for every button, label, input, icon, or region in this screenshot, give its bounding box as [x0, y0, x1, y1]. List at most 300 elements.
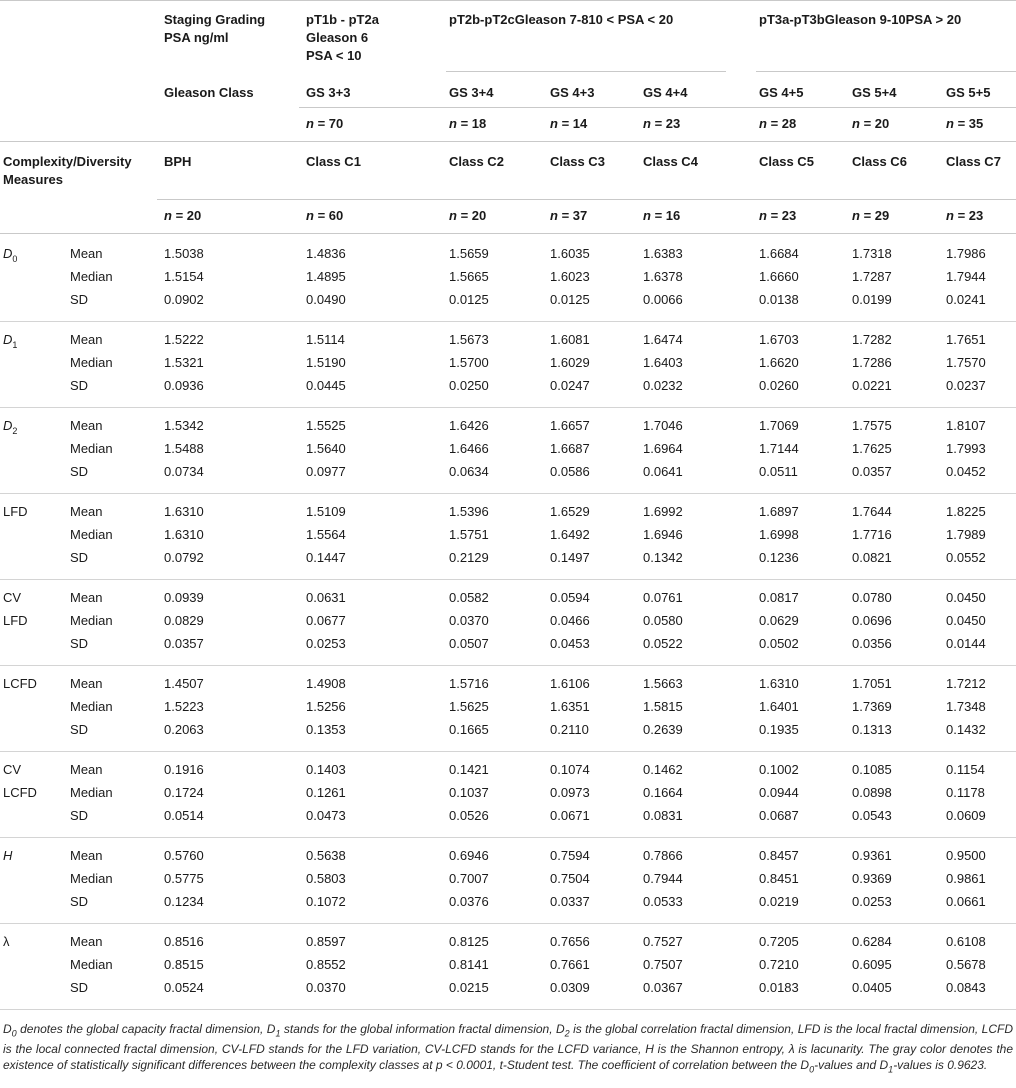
measures-label: Complexity/Diversity Measures [3, 154, 132, 187]
stat-label: SD [70, 980, 89, 995]
data-cell: 0.8125 [449, 934, 489, 949]
gs-cell: GS 5+4 [852, 85, 897, 100]
data-cell: 0.1664 [643, 785, 683, 800]
data-cell: 0.0215 [449, 980, 489, 995]
data-cell: 0.0829 [164, 613, 204, 628]
n-cell: n = 35 [946, 116, 984, 131]
data-cell: 0.1234 [164, 894, 204, 909]
data-cell: 0.0357 [852, 464, 892, 479]
data-cell: 1.6466 [449, 441, 489, 456]
data-cell: 0.7210 [759, 957, 799, 972]
data-cell: 0.7944 [643, 871, 683, 886]
data-cell: 0.0253 [852, 894, 892, 909]
measure-label: λ [3, 934, 10, 949]
data-cell: 0.0502 [759, 636, 799, 651]
data-cell: 1.6106 [550, 676, 590, 691]
n-cell: n = 20 [449, 208, 487, 223]
data-cell: 0.0594 [550, 590, 590, 605]
data-cell: 0.0973 [550, 785, 590, 800]
data-cell: 0.0696 [852, 613, 892, 628]
block-separator [0, 751, 1016, 752]
stat-label: Median [70, 871, 113, 886]
data-cell: 0.1432 [946, 722, 986, 737]
class-header-cell: Class C3 [550, 154, 605, 169]
data-cell: 1.4908 [306, 676, 346, 691]
class-header-cell: Class C7 [946, 154, 1001, 169]
data-cell: 0.2639 [643, 722, 683, 737]
data-cell: 0.8552 [306, 957, 346, 972]
data-cell: 0.1403 [306, 762, 346, 777]
data-cell: 0.0473 [306, 808, 346, 823]
block-separator [0, 923, 1016, 924]
data-cell: 1.7986 [946, 246, 986, 261]
data-cell: 0.0453 [550, 636, 590, 651]
stat-label: Median [70, 355, 113, 370]
data-cell: 0.8141 [449, 957, 489, 972]
data-cell: 0.5760 [164, 848, 204, 863]
data-cell: 0.0629 [759, 613, 799, 628]
gs-cell: GS 4+3 [550, 85, 595, 100]
data-cell: 1.6403 [643, 355, 683, 370]
data-cell: 0.0552 [946, 550, 986, 565]
data-cell: 0.0533 [643, 894, 683, 909]
stat-label: Mean [70, 246, 103, 261]
data-cell: 0.7656 [550, 934, 590, 949]
data-cell: 0.0490 [306, 292, 346, 307]
data-cell: 0.1497 [550, 550, 590, 565]
data-cell: 0.1002 [759, 762, 799, 777]
data-cell: 0.9369 [852, 871, 892, 886]
data-cell: 1.6492 [550, 527, 590, 542]
data-cell: 0.0936 [164, 378, 204, 393]
data-cell: 0.1072 [306, 894, 346, 909]
data-cell: 0.0843 [946, 980, 986, 995]
n-cell: n = 14 [550, 116, 588, 131]
data-cell: 0.8515 [164, 957, 204, 972]
data-cell: 1.6310 [759, 676, 799, 691]
data-cell: 0.0687 [759, 808, 799, 823]
data-cell: 1.6684 [759, 246, 799, 261]
stat-label: SD [70, 722, 89, 737]
n-cell: n = 28 [759, 116, 797, 131]
data-cell: 0.0247 [550, 378, 590, 393]
data-cell: 1.7069 [759, 418, 799, 433]
n-cell: n = 23 [946, 208, 984, 223]
data-cell: 1.6401 [759, 699, 799, 714]
data-cell: 0.7007 [449, 871, 489, 886]
data-cell: 1.5525 [306, 418, 346, 433]
data-cell: 1.5109 [306, 504, 346, 519]
block-separator [0, 321, 1016, 322]
data-cell: 0.1261 [306, 785, 346, 800]
data-cell: 0.2129 [449, 550, 489, 565]
data-cell: 0.0631 [306, 590, 346, 605]
block-separator [0, 837, 1016, 838]
data-cell: 0.0677 [306, 613, 346, 628]
data-cell: 1.5396 [449, 504, 489, 519]
data-cell: 0.0543 [852, 808, 892, 823]
data-cell: 1.7282 [852, 332, 892, 347]
block-separator [0, 1009, 1016, 1010]
data-cell: 0.8457 [759, 848, 799, 863]
data-cell: 0.0507 [449, 636, 489, 651]
data-cell: 0.0370 [306, 980, 346, 995]
data-cell: 0.0309 [550, 980, 590, 995]
class-header-cell: Class C2 [449, 154, 504, 169]
data-cell: 0.1916 [164, 762, 204, 777]
data-cell: 1.5659 [449, 246, 489, 261]
data-cell: 1.7716 [852, 527, 892, 542]
stat-label: Mean [70, 418, 103, 433]
block-separator [0, 407, 1016, 408]
data-cell: 0.0634 [449, 464, 489, 479]
data-cell: 1.6378 [643, 269, 683, 284]
data-cell: 1.7212 [946, 676, 986, 691]
stat-label: SD [70, 550, 89, 565]
group3-underline [756, 71, 1016, 72]
data-cell: 0.0221 [852, 378, 892, 393]
n-cell: n = 70 [306, 116, 344, 131]
data-cell: 1.6998 [759, 527, 799, 542]
data-cell: 0.1037 [449, 785, 489, 800]
data-cell: 1.6474 [643, 332, 683, 347]
data-cell: 0.0734 [164, 464, 204, 479]
n-cell: n = 23 [759, 208, 797, 223]
stat-label: SD [70, 464, 89, 479]
measure-label: CV [3, 590, 22, 605]
data-cell: 1.7989 [946, 527, 986, 542]
class-header-cell: Class C5 [759, 154, 814, 169]
data-cell: 0.8597 [306, 934, 346, 949]
data-cell: 0.0609 [946, 808, 986, 823]
data-cell: 0.0582 [449, 590, 489, 605]
data-cell: 0.6946 [449, 848, 489, 863]
stat-label: Median [70, 527, 113, 542]
data-cell: 1.5700 [449, 355, 489, 370]
data-cell: 1.6081 [550, 332, 590, 347]
stat-label: SD [70, 894, 89, 909]
stat-label: Mean [70, 762, 103, 777]
gs-cell: GS 4+5 [759, 85, 804, 100]
measure-label-line2: LFD [3, 613, 28, 628]
data-cell: 0.0641 [643, 464, 683, 479]
n-cell: n = 16 [643, 208, 681, 223]
stat-label: Mean [70, 590, 103, 605]
data-cell: 1.5342 [164, 418, 204, 433]
class-row-rule [157, 199, 1016, 200]
table-footnote: $D_0$ denotes the global capacity fractal dimension, $D_1$ stands for the global information fractal dimension, $D_2$ is the global correlation fractal dimension, LFD is the local fractal dimension, LCFD is the local connected fractal dimension, CV-LFD stands for the LFD variation, CV-LCFD stands for the LCFD variance, H is the Shannon entropy, λ is lacunarity. The gray color denotes the existence of statistically significant differences between the complexity classes at p < 0.0001, t-Student test. The coefficient of correlation between the $D_0$-values and $D_1$-values is 0.9623. [3, 1022, 1013, 1075]
stat-label: SD [70, 292, 89, 307]
data-cell: 0.5638 [306, 848, 346, 863]
gs-cell: GS 4+4 [643, 85, 688, 100]
data-cell: 0.0580 [643, 613, 683, 628]
data-cell: 0.7527 [643, 934, 683, 949]
stat-label: Median [70, 785, 113, 800]
data-cell: 0.0237 [946, 378, 986, 393]
data-cell: 1.7051 [852, 676, 892, 691]
data-cell: 1.5223 [164, 699, 204, 714]
measure-label: LCFD [3, 676, 37, 691]
data-cell: 0.7594 [550, 848, 590, 863]
data-cell: 0.8451 [759, 871, 799, 886]
data-cell: 0.0253 [306, 636, 346, 651]
data-cell: 0.6108 [946, 934, 986, 949]
data-cell: 0.1447 [306, 550, 346, 565]
class-header-cell: BPH [164, 154, 192, 169]
data-cell: 1.5625 [449, 699, 489, 714]
data-cell: 0.0780 [852, 590, 892, 605]
data-cell: 0.0138 [759, 292, 799, 307]
data-cell: 1.6657 [550, 418, 590, 433]
stat-label: Median [70, 441, 113, 456]
data-cell: 1.7144 [759, 441, 799, 456]
staging-label: Staging Grading PSA ng/ml [164, 12, 266, 45]
stat-label: Mean [70, 848, 103, 863]
stat-label: Median [70, 699, 113, 714]
data-cell: 0.5803 [306, 871, 346, 886]
data-cell: 0.0199 [852, 292, 892, 307]
data-cell: 0.0661 [946, 894, 986, 909]
data-cell: 0.0450 [946, 590, 986, 605]
data-cell: 1.4836 [306, 246, 346, 261]
data-cell: 1.5564 [306, 527, 346, 542]
stat-label: Mean [70, 676, 103, 691]
measure-label: H [3, 848, 13, 863]
data-cell: 0.0586 [550, 464, 590, 479]
n-cell: n = 20 [852, 116, 890, 131]
data-cell: 1.7369 [852, 699, 892, 714]
data-cell: 0.1462 [643, 762, 683, 777]
data-cell: 1.5038 [164, 246, 204, 261]
data-cell: 0.1313 [852, 722, 892, 737]
data-cell: 1.6383 [643, 246, 683, 261]
data-cell: 0.0511 [759, 464, 798, 479]
stat-label: Mean [70, 934, 103, 949]
data-cell: 1.7625 [852, 441, 892, 456]
data-cell: 1.6660 [759, 269, 799, 284]
data-cell: 0.0944 [759, 785, 799, 800]
data-cell: 0.0357 [164, 636, 204, 651]
data-cell: 1.6703 [759, 332, 799, 347]
class-header-cell: Class C1 [306, 154, 361, 169]
data-cell: 1.7318 [852, 246, 892, 261]
n-cell: n = 37 [550, 208, 588, 223]
measure-label: CV [3, 762, 22, 777]
data-cell: 1.7348 [946, 699, 986, 714]
data-cell: 0.0466 [550, 613, 590, 628]
data-cell: 1.7644 [852, 504, 892, 519]
data-cell: 0.1353 [306, 722, 346, 737]
data-cell: 0.5678 [946, 957, 986, 972]
block-separator [0, 493, 1016, 494]
data-cell: 0.0452 [946, 464, 986, 479]
data-cell: 1.6897 [759, 504, 799, 519]
data-cell: 0.7661 [550, 957, 590, 972]
data-cell: 0.9361 [852, 848, 892, 863]
data-cell: 0.0405 [852, 980, 892, 995]
group2-underline [446, 71, 726, 72]
data-cell: 0.2110 [550, 722, 589, 737]
data-cell: 0.9500 [946, 848, 986, 863]
stat-label: Median [70, 269, 113, 284]
data-cell: 0.0902 [164, 292, 204, 307]
data-cell: 1.6964 [643, 441, 683, 456]
data-cell: 1.5154 [164, 269, 204, 284]
top-rule [0, 0, 1016, 1]
data-cell: 0.6095 [852, 957, 892, 972]
group1-label: pT1b - pT2a Gleason 6 PSA < 10 [306, 12, 379, 63]
group2-label: pT2b-pT2cGleason 7-810 < PSA < 20 [449, 12, 674, 27]
data-cell: 1.7944 [946, 269, 986, 284]
data-cell: 0.0066 [643, 292, 683, 307]
data-cell: 0.0370 [449, 613, 489, 628]
data-cell: 1.5665 [449, 269, 489, 284]
data-cell: 0.0445 [306, 378, 346, 393]
stat-label: Median [70, 613, 113, 628]
data-cell: 1.5673 [449, 332, 489, 347]
data-cell: 1.6687 [550, 441, 590, 456]
measure-label: $D_0$ [3, 246, 18, 264]
data-cell: 0.2063 [164, 722, 204, 737]
data-cell: 0.0450 [946, 613, 986, 628]
data-cell: 0.0376 [449, 894, 489, 909]
data-cell: 0.0817 [759, 590, 799, 605]
header-rule-1 [0, 141, 1016, 142]
data-cell: 1.6029 [550, 355, 590, 370]
data-cell: 1.5222 [164, 332, 204, 347]
data-cell: 0.0526 [449, 808, 489, 823]
data-cell: 0.0125 [449, 292, 489, 307]
data-cell: 1.6620 [759, 355, 799, 370]
data-cell: 1.6992 [643, 504, 683, 519]
data-cell: 0.1724 [164, 785, 204, 800]
data-cell: 0.0522 [643, 636, 683, 651]
data-cell: 0.0671 [550, 808, 590, 823]
data-cell: 1.7575 [852, 418, 892, 433]
data-cell: 0.0219 [759, 894, 799, 909]
data-cell: 1.6035 [550, 246, 590, 261]
data-cell: 1.8107 [946, 418, 986, 433]
measure-label: $D_1$ [3, 332, 18, 350]
data-cell: 0.0977 [306, 464, 346, 479]
data-cell: 0.0183 [759, 980, 799, 995]
n-cell: n = 23 [643, 116, 681, 131]
data-cell: 0.8516 [164, 934, 204, 949]
data-cell: 0.1421 [449, 762, 489, 777]
data-cell: 0.0514 [164, 808, 204, 823]
data-cell: 0.0356 [852, 636, 892, 651]
data-cell: 0.0367 [643, 980, 683, 995]
measure-label: $D_2$ [3, 418, 18, 436]
data-cell: 1.4895 [306, 269, 346, 284]
gs-cell: GS 5+5 [946, 85, 991, 100]
data-cell: 0.1665 [449, 722, 489, 737]
n-cell: n = 60 [306, 208, 344, 223]
header-rule-2 [0, 233, 1016, 234]
data-cell: 1.5488 [164, 441, 204, 456]
data-cell: 1.7651 [946, 332, 986, 347]
data-cell: 1.6946 [643, 527, 683, 542]
block-separator [0, 579, 1016, 580]
data-cell: 0.5775 [164, 871, 204, 886]
data-cell: 0.0898 [852, 785, 892, 800]
gs-cell: GS 3+4 [449, 85, 494, 100]
stat-label: Mean [70, 504, 103, 519]
class-header-cell: Class C6 [852, 154, 907, 169]
n-cell: n = 29 [852, 208, 890, 223]
data-cell: 1.8225 [946, 504, 986, 519]
data-cell: 1.6310 [164, 527, 204, 542]
data-cell: 1.6529 [550, 504, 590, 519]
data-cell: 0.0524 [164, 980, 204, 995]
data-cell: 0.9861 [946, 871, 986, 886]
data-cell: 0.7866 [643, 848, 683, 863]
data-cell: 0.0831 [643, 808, 683, 823]
n-cell: n = 18 [449, 116, 487, 131]
data-cell: 1.7570 [946, 355, 986, 370]
data-cell: 0.0144 [946, 636, 986, 651]
stat-label: Median [70, 957, 113, 972]
data-cell: 0.1342 [643, 550, 683, 565]
class-header-cell: Class C4 [643, 154, 698, 169]
measure-label-line2: LCFD [3, 785, 37, 800]
data-cell: 1.7046 [643, 418, 683, 433]
data-cell: 1.6023 [550, 269, 590, 284]
data-cell: 0.7507 [643, 957, 683, 972]
data-cell: 1.5751 [449, 527, 489, 542]
data-cell: 0.0241 [946, 292, 986, 307]
data-cell: 1.7286 [852, 355, 892, 370]
data-cell: 1.5256 [306, 699, 346, 714]
data-cell: 0.0939 [164, 590, 204, 605]
data-cell: 0.6284 [852, 934, 892, 949]
data-cell: 0.0337 [550, 894, 590, 909]
data-cell: 0.0232 [643, 378, 683, 393]
data-cell: 0.1236 [759, 550, 799, 565]
n-cell: n = 20 [164, 208, 202, 223]
data-cell: 0.0821 [852, 550, 892, 565]
stat-label: SD [70, 636, 89, 651]
data-cell: 1.5716 [449, 676, 489, 691]
data-cell: 1.6310 [164, 504, 204, 519]
data-cell: 0.0125 [550, 292, 590, 307]
stat-label: Mean [70, 332, 103, 347]
data-cell: 1.5640 [306, 441, 346, 456]
data-cell: 0.1178 [946, 785, 985, 800]
data-cell: 1.5114 [306, 332, 345, 347]
data-cell: 1.5815 [643, 699, 683, 714]
data-cell: 0.1935 [759, 722, 799, 737]
stat-label: SD [70, 808, 89, 823]
data-cell: 1.6351 [550, 699, 590, 714]
data-cell: 0.0761 [643, 590, 683, 605]
data-cell: 0.1085 [852, 762, 892, 777]
measure-label: LFD [3, 504, 28, 519]
gleason-class-label: Gleason Class [164, 85, 254, 100]
data-cell: 0.7504 [550, 871, 590, 886]
data-cell: 1.4507 [164, 676, 204, 691]
data-cell: 0.0260 [759, 378, 799, 393]
data-cell: 1.5190 [306, 355, 346, 370]
data-cell: 0.0250 [449, 378, 489, 393]
data-cell: 1.5321 [164, 355, 204, 370]
data-cell: 0.0792 [164, 550, 204, 565]
stat-label: SD [70, 378, 89, 393]
data-cell: 1.5663 [643, 676, 683, 691]
gs-row-rule [299, 107, 1016, 108]
data-cell: 0.1154 [946, 762, 985, 777]
block-separator [0, 665, 1016, 666]
